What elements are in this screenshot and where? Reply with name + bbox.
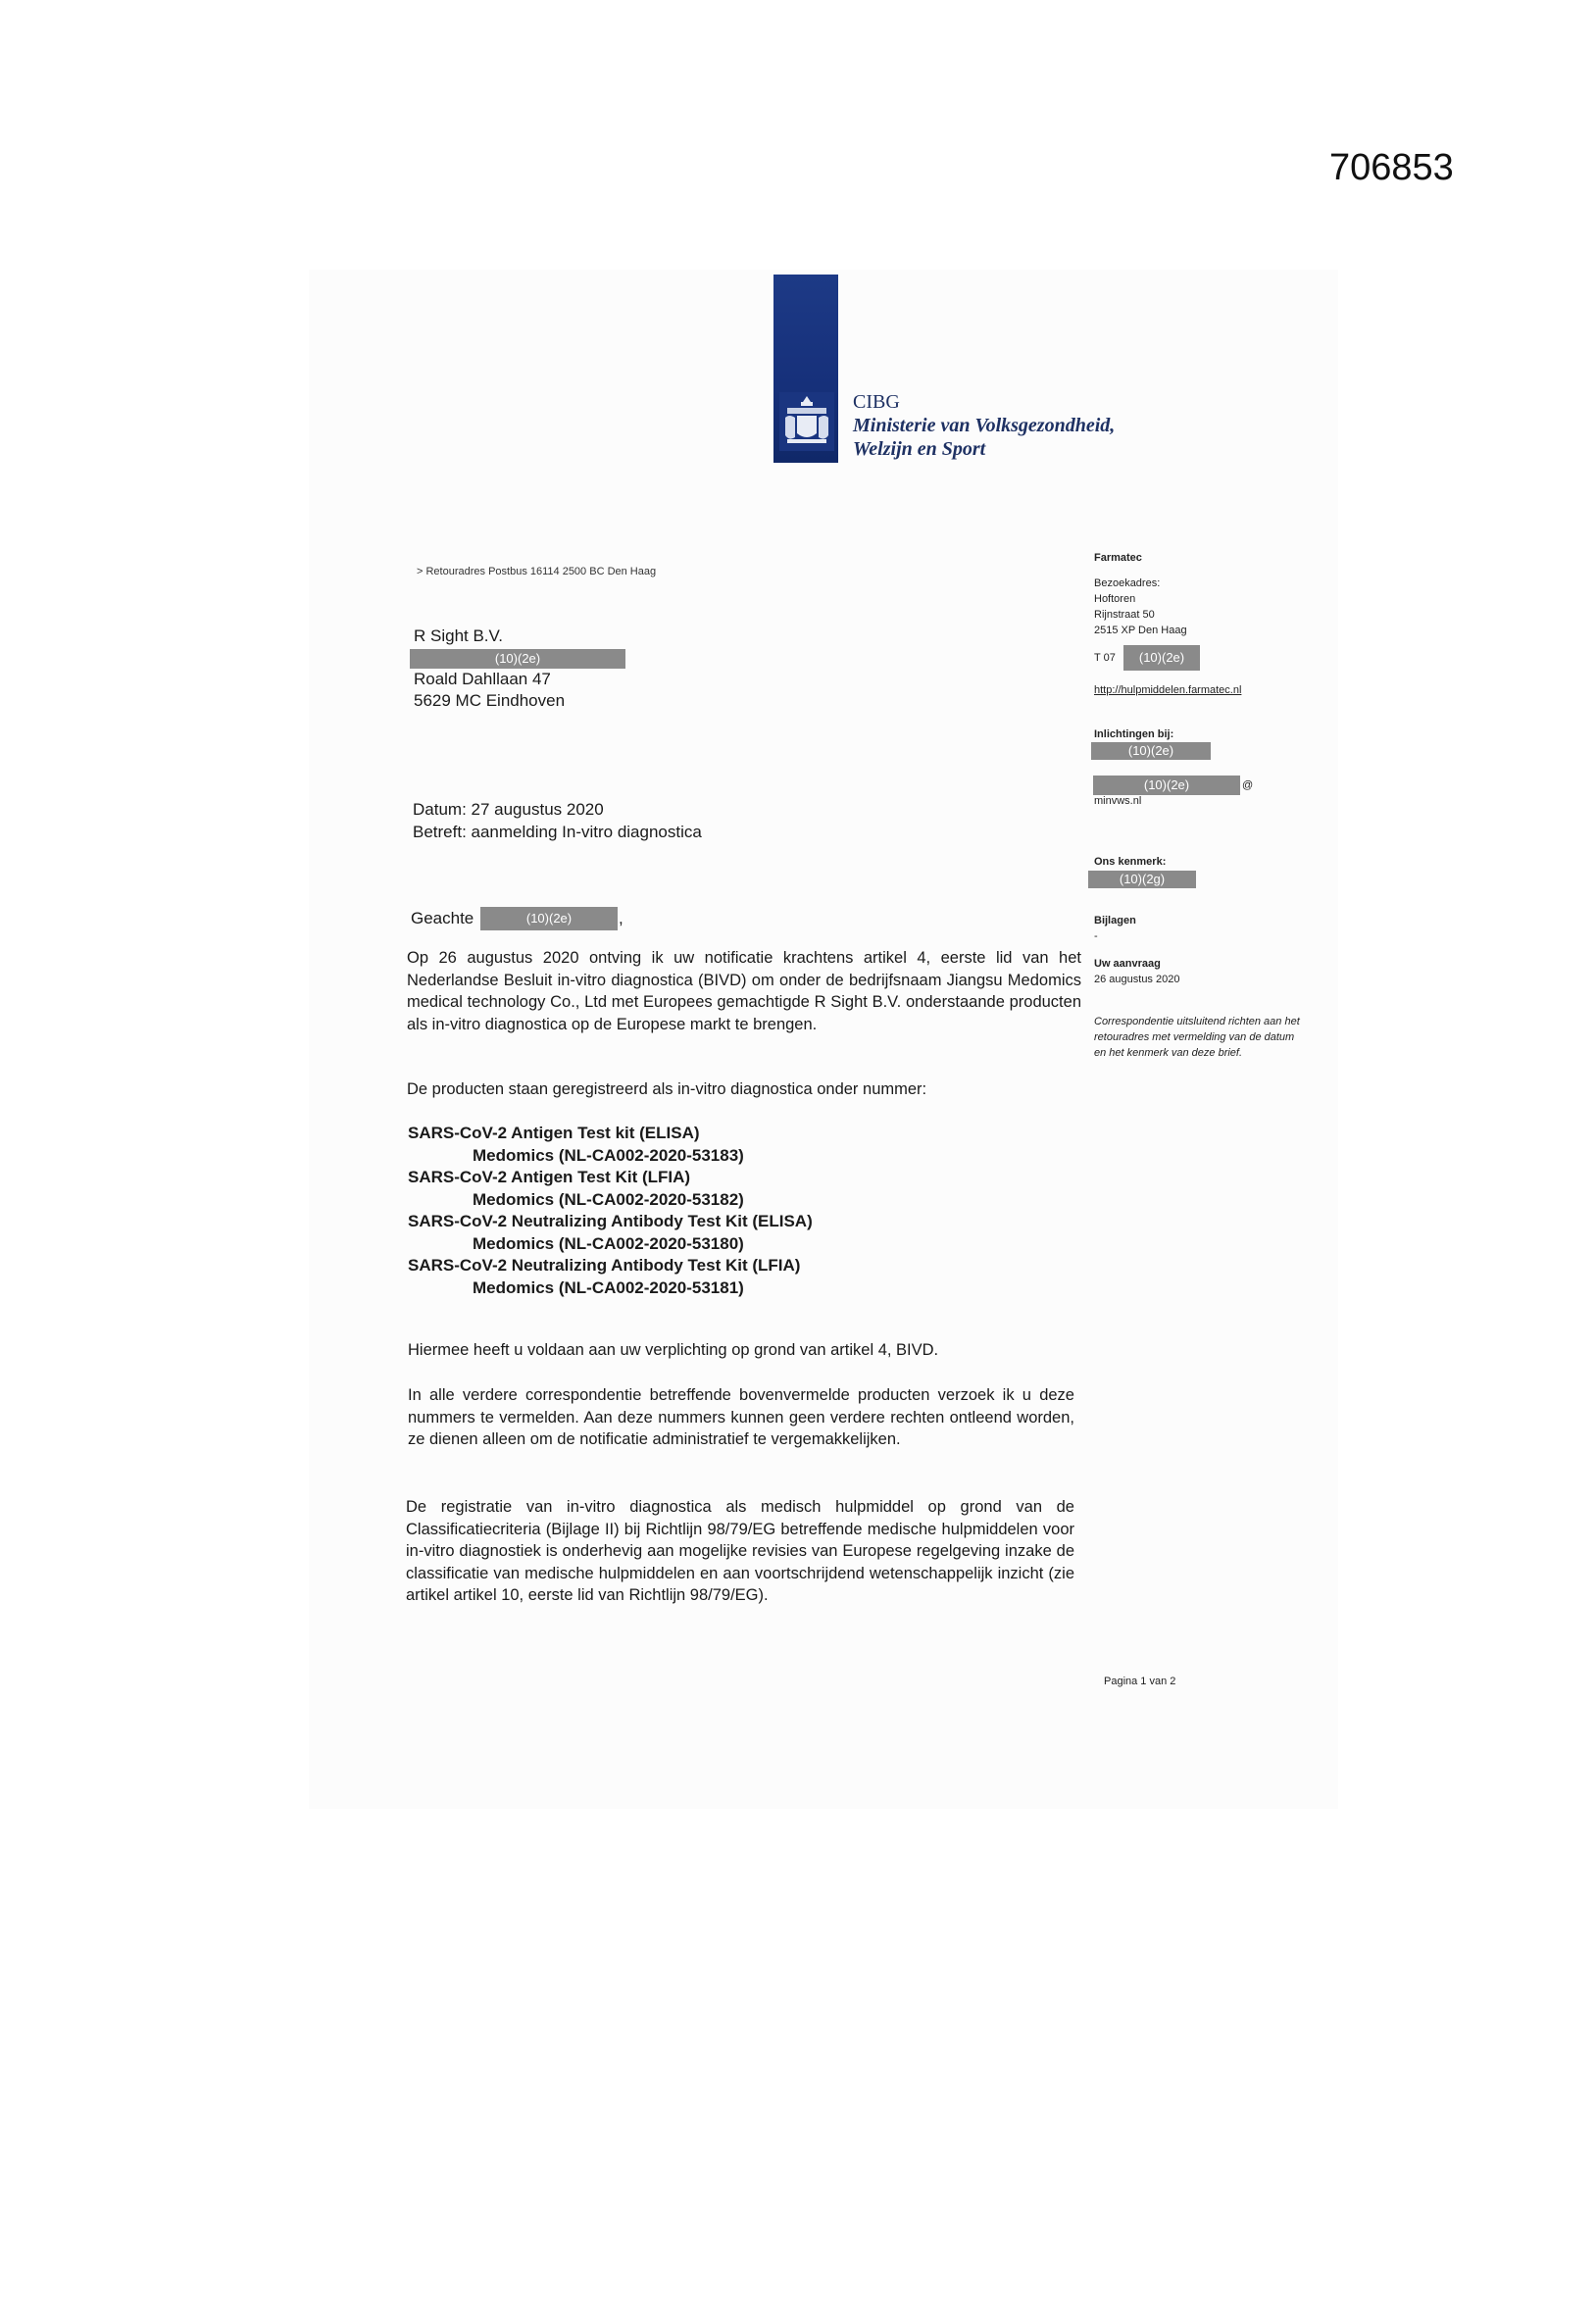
sidebar-phone-prefix: T 07: [1094, 652, 1116, 664]
paragraph-obligation: Hiermee heeft u voldaan aan uw verplichting op grond van artikel 4, BIVD.: [408, 1341, 939, 1359]
logo-text: [853, 390, 1115, 461]
product-registration: Medomics (NL-CA002-2020-53181): [473, 1277, 744, 1297]
sidebar-org: Farmatec: [1094, 552, 1142, 564]
sidebar-info-redaction: (10)(2e): [1091, 742, 1211, 760]
sidebar-email-redaction: (10)(2e): [1093, 776, 1240, 795]
subject-line: Betreft: aanmelding In-vitro diagnostica: [413, 823, 702, 841]
sidebar-ref-label: Ons kenmerk:: [1094, 856, 1167, 868]
royal-crest-icon: [779, 392, 834, 451]
page-footer: Pagina 1 van 2: [1104, 1676, 1176, 1687]
product-name: SARS-CoV-2 Antigen Test Kit (LFIA): [408, 1168, 691, 1186]
sidebar-visit-city: 2515 XP Den Haag: [1094, 625, 1187, 636]
sidebar-request-date: 26 augustus 2020: [1094, 974, 1180, 985]
product-name: SARS-CoV-2 Antigen Test kit (ELISA): [408, 1124, 700, 1142]
recipient-postcode-city: 5629 MC Eindhoven: [414, 691, 566, 710]
paragraph-classification: De registratie van in-vitro diagnostica als medisch hulpmiddel op grond van de Classificatiecriteria (Bijlage II) bij Richtlijn 98/79/EG betreffende medische hulpmiddelen voor in-vitro diagnostiek is onderhevig aan mogelijke revisies van Europese regelgeving inzake de classificatie van medische hulpmiddelen en aan voortschrijdend wetenschappelijk inzicht (zie artikel artikel 10, eerste lid van Richtlijn 98/79/EG).: [406, 1498, 1074, 1604]
sidebar-email-at: @: [1242, 779, 1254, 791]
product-registration: Medomics (NL-CA002-2020-53180): [473, 1233, 744, 1253]
logo-line-welzijn: Welzijn en Sport: [853, 438, 986, 460]
sidebar-attachments-label: Bijlagen: [1094, 915, 1136, 926]
salutation: Geachte: [411, 909, 474, 927]
sidebar-attachments-value: -: [1094, 930, 1098, 942]
sidebar-visit-street: Rijnstraat 50: [1094, 609, 1155, 621]
sidebar-info-label: Inlichtingen bij:: [1094, 728, 1174, 740]
product-registration: Medomics (NL-CA002-2020-53183): [473, 1145, 744, 1165]
logo-line-ministry: Ministerie van Volksgezondheid,: [853, 415, 1116, 436]
sidebar-visit-building: Hoftoren: [1094, 593, 1136, 605]
document-number: 706853: [1329, 147, 1454, 188]
date-line: Datum: 27 augustus 2020: [413, 800, 604, 819]
sidebar-url-link[interactable]: http://hulpmiddelen.farmatec.nl: [1094, 684, 1242, 696]
recipient-redaction: (10)(2e): [410, 649, 625, 669]
sidebar-request-label: Uw aanvraag: [1094, 958, 1161, 970]
product-name: SARS-CoV-2 Neutralizing Antibody Test Kit (ELISA): [408, 1212, 813, 1230]
sidebar-ref-redaction: (10)(2g): [1088, 871, 1196, 888]
sidebar-email-domain: minvws.nl: [1094, 795, 1142, 807]
product-registration: Medomics (NL-CA002-2020-53182): [473, 1189, 744, 1209]
sidebar-note: Correspondentie uitsluitend richten aan het retouradres met vermelding van de datum en het kenmerk van deze brief.: [1094, 1016, 1300, 1059]
sidebar-visit-label: Bezoekadres:: [1094, 577, 1161, 589]
salutation-redaction: (10)(2e): [480, 907, 618, 930]
salutation-comma: ,: [619, 909, 623, 927]
logo-line-cibg: CIBG: [853, 391, 900, 413]
recipient-company: R Sight B.V.: [414, 626, 504, 645]
product-name: SARS-CoV-2 Neutralizing Antibody Test Kit (LFIA): [408, 1256, 801, 1275]
paragraph-notification: Op 26 augustus 2020 ontving ik uw notificatie krachtens artikel 4, eerste lid van het Nederlandse Besluit in-vitro diagnostica (BIVD) om onder de bedrijfsnaam Jiangsu Medomics medical technology Co., Ltd met Europees gemachtigde R Sight B.V. onderstaande producten als in-vitro diagnostica op de Europese markt te brengen.: [407, 949, 1081, 1033]
paragraph-registered: De producten staan geregistreerd als in-vitro diagnostica onder nummer:: [407, 1080, 927, 1098]
recipient-street: Roald Dahllaan 47: [414, 670, 551, 688]
sidebar-phone-redaction: (10)(2e): [1123, 645, 1200, 671]
return-address: > Retouradres Postbus 16114 2500 BC Den Haag: [417, 566, 657, 577]
product-list: [408, 1123, 1094, 1299]
paragraph-correspondence: In alle verdere correspondentie betreffende bovenvermelde producten verzoek ik u deze nummers te vermelden. Aan deze nummers kunnen geen verdere rechten ontleend worden, ze dienen alleen om de notificatie administratief te vergemakkelijken.: [408, 1386, 1074, 1448]
